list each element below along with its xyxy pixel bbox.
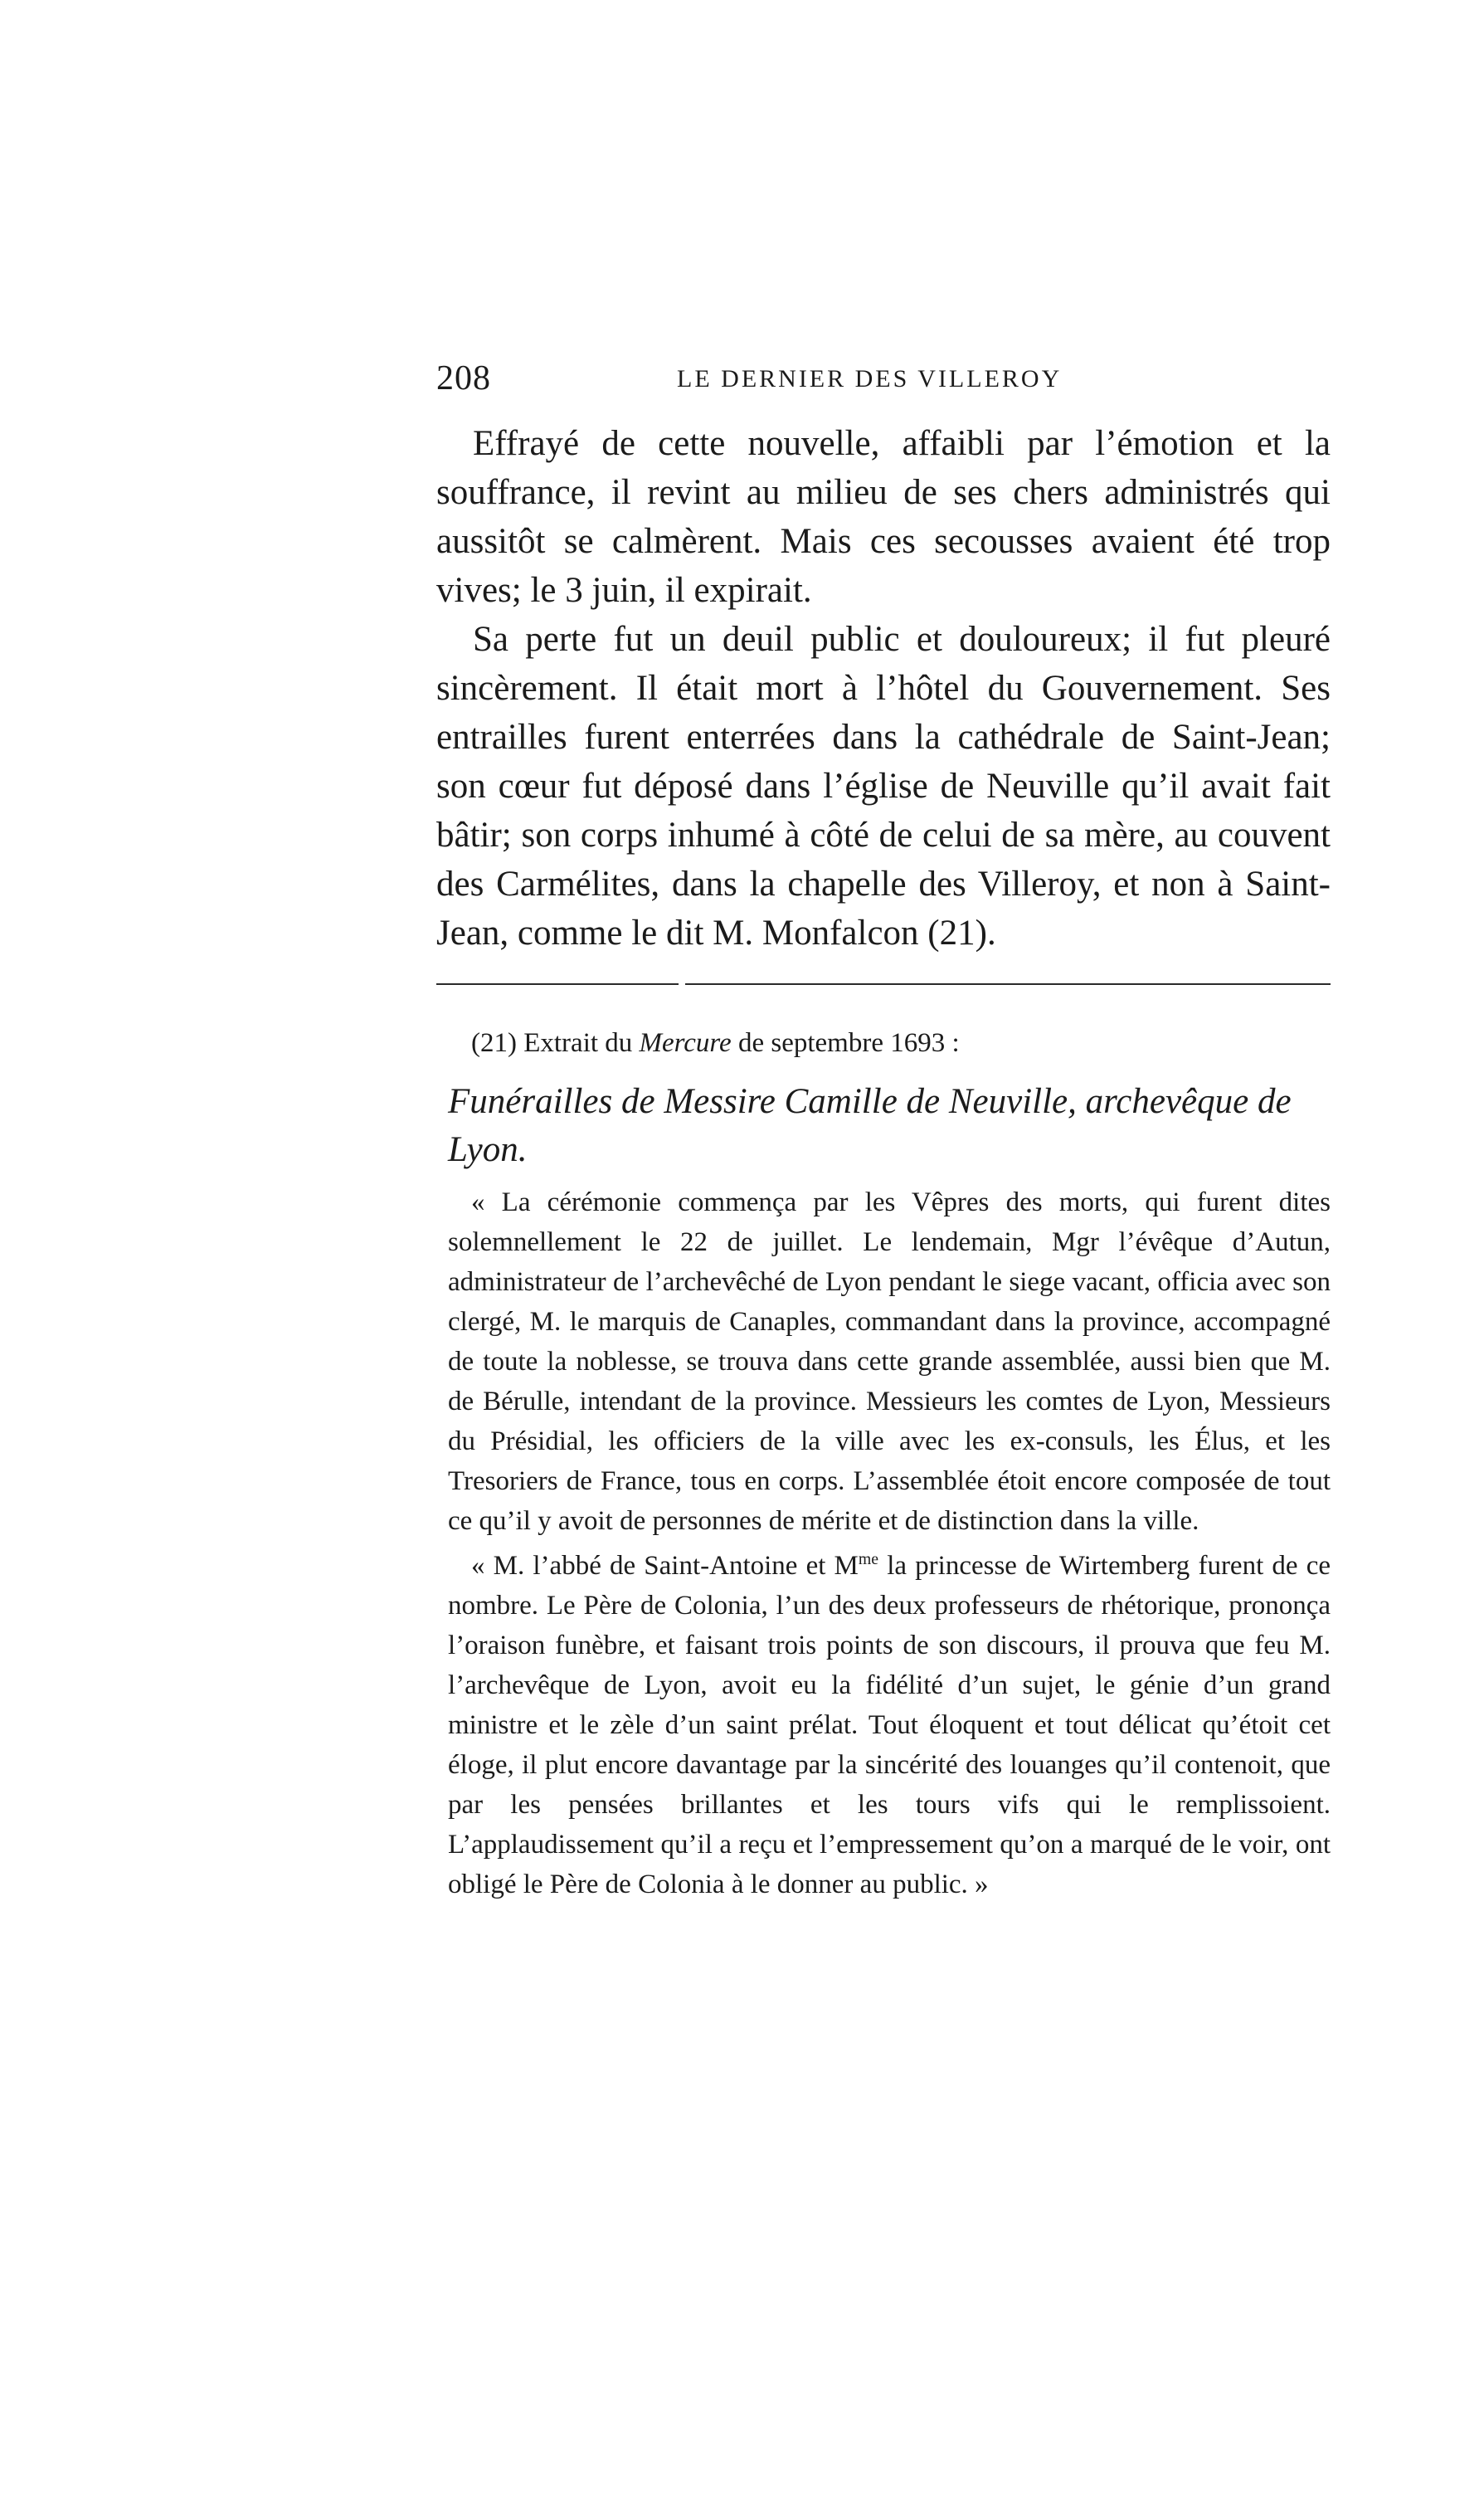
running-title: LE DERNIER DES VILLEROY bbox=[677, 365, 1063, 392]
page-header bbox=[436, 358, 1332, 400]
body-paragraph: Sa perte fut un deuil public et douloureux; il fut pleuré sincèrement. Il était mort à l’hôtel du Gouvernement. Ses entrailles furent enterrées dans la cathédrale de Saint-Jean; son cœur fut déposé dans l’église de Neuville qu’il avait fait bâtir; son corps inhumé à côté de celui de sa mère, au couvent des Carmélites, dans la chapelle des Villeroy, et non à Saint-Jean, comme le dit M. Monfalcon (21). bbox=[436, 620, 1331, 953]
superscript-me: me bbox=[858, 1550, 879, 1568]
footnote-rule-left bbox=[436, 983, 679, 985]
footnote-intro bbox=[448, 1023, 1331, 1063]
body-paragraph: Effrayé de cette nouvelle, affaibli par l’émotion et la souffrance, il revint au milieu de ses chers administrés qui aussitôt se calmèrent. Mais ces secousses avaient été trop vives; le 3 juin, il expirait. bbox=[436, 424, 1331, 610]
footnote-title: Funérailles de Messire Camille de Neuville, archevêque de Lyon. bbox=[448, 1082, 1292, 1169]
footnote-paragraph-2-start: « M. l’abbé de Saint-Antoine et M bbox=[471, 1551, 859, 1581]
footnote-paragraph-1: « La cérémonie commença par les Vêpres des morts, qui furent dites solemnellement le 22 de juillet. Le lendemain, Mgr l’évêque d’Autun, administrateur de l’archevêché de Lyon pendant le siege vacant, officia avec son clergé, M. le marquis de Canaples, commandant dans la province, accompagné de toute la noblesse, se trouva dans cette grande assemblée, aussi bien que M. de Bérulle, intendant de la province. Messieurs les comtes de Lyon, Messieurs du Présidial, les officiers de la ville avec les ex-consuls, les Élus, et les Tresoriers de France, tous en corps. L’assemblée étoit encore composée de tout ce qu’il y avoit de personnes de mérite et de distinction dans la ville. bbox=[448, 1187, 1331, 1536]
footnote-intro-after: de septembre 1693 : bbox=[731, 1028, 960, 1058]
footnote-source-italic: Mercure bbox=[639, 1028, 732, 1058]
page-number: 208 bbox=[436, 359, 491, 397]
footnote-rule-right bbox=[685, 983, 1331, 985]
footnote-intro-before: (21) Extrait du bbox=[471, 1028, 640, 1058]
main-text bbox=[436, 419, 1331, 958]
footnote bbox=[448, 1023, 1331, 1909]
footnote-paragraph-2 bbox=[448, 1546, 1331, 1904]
footnote-paragraph-2-rest: la princesse de Wirtemberg furent de ce nombre. Le Père de Colonia, l’un des deux professeurs de rhétorique, prononça l’oraison funèbre, et faisant trois points de son discours, il prouva que feu M. l’archevêque de Lyon, avoit eu la fidélité d’un sujet, le génie d’un grand ministre et le zèle d’un saint prélat. Tout éloquent et tout délicat qu’étoit cet éloge, il plut encore davantage par la sincérité des louanges qu’il contenoit, que par les pensées brillantes et les tours vifs qui le remplissoient. L’applaudissement qu’il a reçu et l’empressement qu’on a marqué de le voir, ont obligé le Père de Colonia à le donner au public. » bbox=[448, 1551, 1331, 1899]
